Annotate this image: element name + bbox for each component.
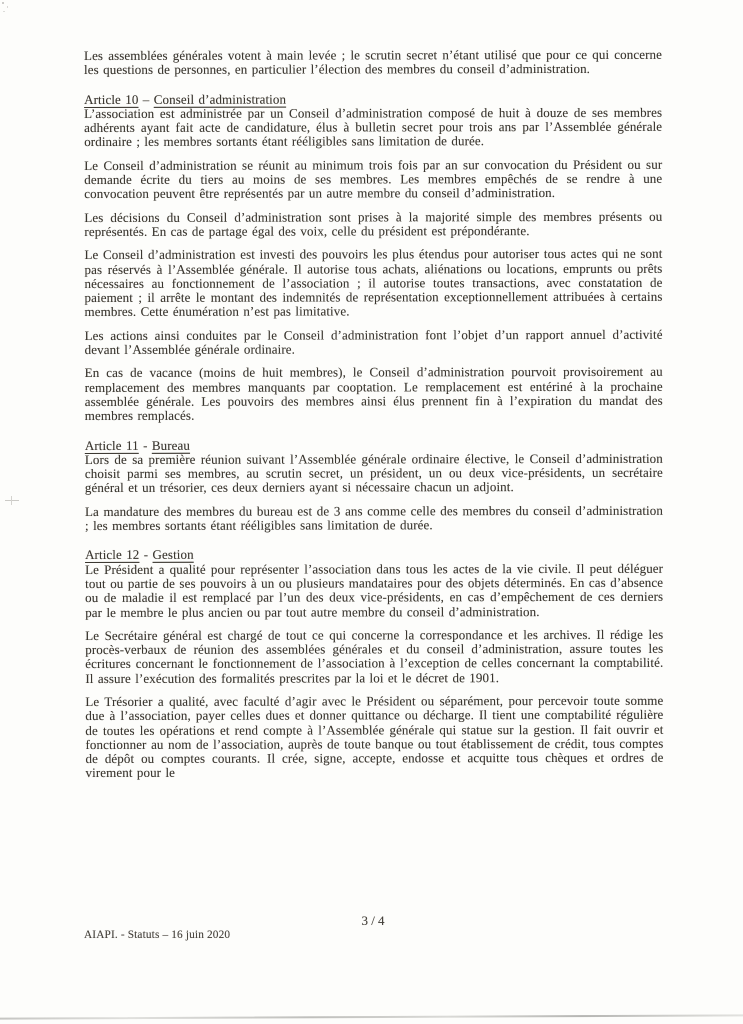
dash-separator: – <box>138 91 154 107</box>
paragraph: Le Trésorier a qualité, avec faculté d’agir avec le Président ou séparément, pour percevoir toute somme due à l’association, payer celles dues et donner quittance ou décharge. Il tient une comptabilité régulière de toutes les opérations et rend compte à l’Assemblée générale qui statue sur la gestion. Il fait ouvrir et fonctionner au nom de l’association, auprès de toute banque ou tout établissement de crédit, tous comptes de dépôt ou comptes courants. Il crée, signe, accepte, endosse et acquitte tous chèques et ordres de virement pour le <box>85 692 664 781</box>
paragraph: La mandature des membres du bureau est de 3 ans comme celle des membres du conseil d’administration ; les membres sortants étant rééligibles sans limitation de durée. <box>84 502 663 534</box>
scan-edge-shadow <box>0 1014 743 1019</box>
page-body <box>84 48 664 790</box>
article-number: Article 11 <box>84 437 139 453</box>
scan-speck <box>7 6 8 8</box>
article-title: Gestion <box>152 547 194 563</box>
paragraph: Le Conseil d’administration se réunit au minimum trois fois par an sur convocation du Président ou sur demande écrite du tiers au moins de ses membres. Les membres empêchés de se rendre à une convocation peuvent être représentés par un autre membre du conseil d’administration. <box>84 156 663 202</box>
footer-reference: AIAPI. - Statuts – 16 juin 2020 <box>84 929 231 941</box>
dash-separator: - <box>139 547 153 563</box>
article-number: Article 10 <box>84 91 139 107</box>
paragraph: Les décisions du Conseil d’administration sont prises à la majorité simple des membres présents ou représentés. En cas de partage égal des voix, celle du président est prépondérante. <box>84 208 663 239</box>
dash-separator: - <box>138 437 152 453</box>
paragraph: Le Président a qualité pour représenter l’association dans tous les actes de la vie civile. Il peut déléguer tout ou partie de ses pouvoirs à un ou plusieurs mandataires pour des objets déterminés. En cas d’absence ou de maladie il est remplacé par l’un des deux vice-présidents, en cas d’empêchement de ces derniers par le membre le plus ancien ou par tout autre membre du conseil d’administration. <box>85 560 664 620</box>
paragraph: Le Conseil d’administration est investi des pouvoirs les plus étendus pour autoriser tous actes qui ne sont pas réservés à l’Assemblée générale. Il autorise tous achats, aliénations ou locations, emprunts ou prêts nécessaires au fonctionnement de l’association ; il autorise toutes transactions, avec constatation de paiement ; il arrête le montant des indemnités de représentation exceptionnellement attribuées à certains membres. Cette énumération n’est pas limitative. <box>84 246 663 320</box>
paragraph: Lors de sa première réunion suivant l’Assemblée générale ordinaire élective, le Conseil d’administration choisit parmi ses membres, au scrutin secret, un président, un ou deux vice-présidents, un secrétaire général et un trésorier, ces deux derniers ayant si nécessaire chacun un adjoint. <box>84 450 663 496</box>
paragraph: En cas de vacance (moins de huit membres), le Conseil d’administration pourvoit provisoirement au remplacement des membres manquants par cooptation. Le remplacement est entériné à la prochaine assemblée générale. Les pouvoirs des membres ainsi élus prennent fin à l’expiration du mandat des membres remplacés. <box>84 364 663 424</box>
paragraph: Les assemblées générales votent à main levée ; le scrutin secret n’étant utilisé que pour ce qui concerne les questions de personnes, en particulier l’élection des membres du conseil d’administration. <box>83 46 663 78</box>
article-title: Bureau <box>151 437 191 453</box>
paragraph: Le Secrétaire général est chargé de tout ce qui concerne la correspondance et les archives. Il rédige les procès-verbaux de réunion des assemblées générales et du conseil d’administration, assure toutes les écritures concernant le fonctionnement de l’association à l’exception de celles concernant la comptabilité. Il assure l’exécution des formalités prescrites par la loi et le décret de 1901. <box>85 626 664 686</box>
article-title: Conseil d’administration <box>153 91 287 107</box>
scan-speck <box>2 2 4 4</box>
article-number: Article 12 <box>85 547 140 563</box>
paragraph: Les actions ainsi conduites par le Conseil d’administration font l’objet d’un rapport annuel d’activité devant l’Assemblée générale ordinaire. <box>84 326 663 358</box>
scan-speck <box>3 11 5 12</box>
registration-mark-icon <box>5 494 19 508</box>
paragraph: L’association est administrée par un Conseil d’administration composé de huit à douze de ses membres adhérents ayant fait acte de candidature, élus à bulletin secret pour trois ans par l’Assemblée générale ordinaire ; les membres sortants étant rééligibles sans limitation de durée. <box>84 104 663 150</box>
page-number: 3 / 4 <box>361 913 385 928</box>
